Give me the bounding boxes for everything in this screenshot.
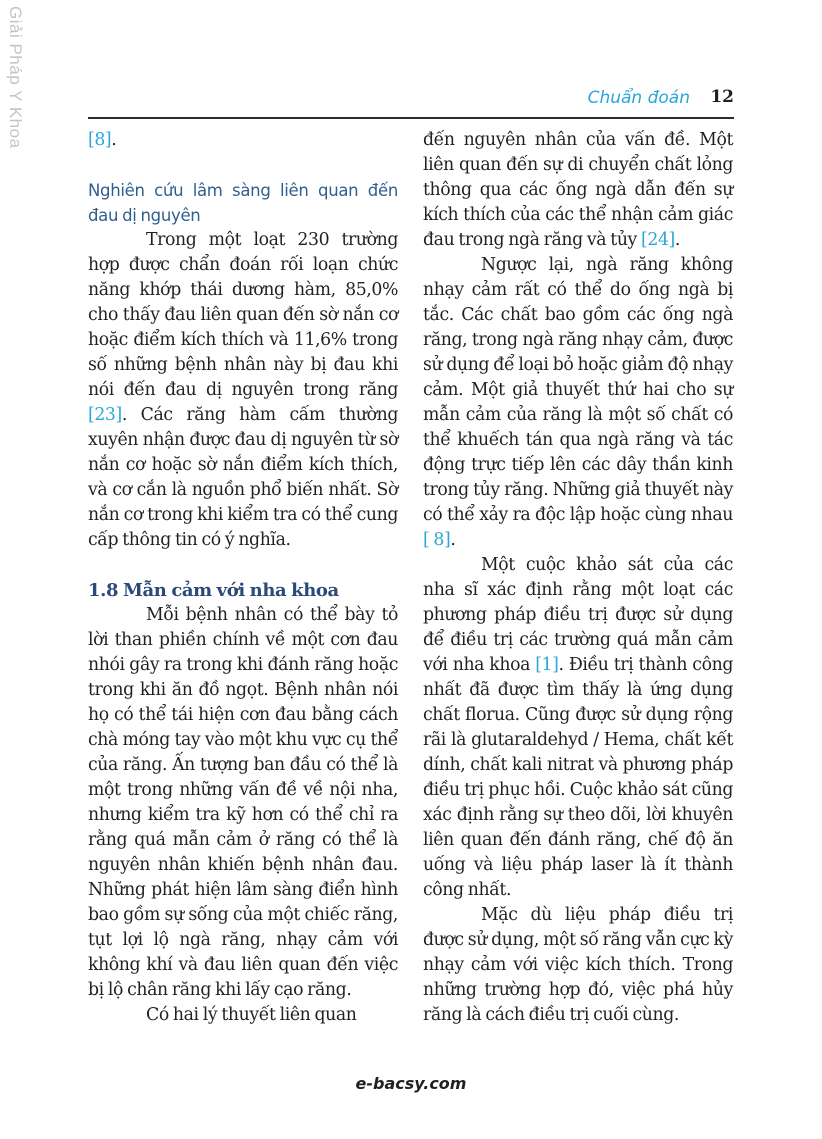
paragraph [423,128,733,253]
spacer [88,153,398,178]
side-brand-watermark: Giải Pháp Y Khoa [6,6,25,149]
citation-link[interactable]: [23] [88,405,122,425]
running-header [88,86,734,114]
reference-continuation [88,128,398,153]
section-heading: 1.8 Mẫn cảm với nha khoa [88,580,339,601]
citation-punct: . [111,130,117,150]
paragraph-text: . Các răng hàm cấm thường xuyên nhận được đau dị nguyên từ sờ nắn cơ hoặc sờ nắn điểm kích thích, và cơ cắn là nguồn phổ biến nhất. Sờ nắn cơ trong khi kiểm tra có thể cung cấp thông tin có ý nghĩa. [88,405,398,550]
section-title: Chuẩn đoán [587,88,690,108]
paragraph: Có hai lý thuyết liên quan [146,1005,357,1025]
subsection-heading: Nghiên cứu lâm sàng liên quan đến đau dị nguyên [88,181,398,225]
citation-link[interactable]: [ 8] [423,530,451,550]
page-number: 12 [710,87,734,107]
spacer [88,553,398,578]
citation-link[interactable]: [8] [88,130,112,150]
paragraph-text: Ngược lại, ngà răng không nhạy cảm rất có thể do ống ngà bị tắc. Các chất bao gồm các ống ngà răng, trong ngà răng nhạy cảm, được sử dụng để loại bỏ hoặc giảm độ nhạy cảm. Một giả thuyết thứ hai cho sự mẫn cảm của răng là một số chất có thể khuếch tán qua ngà răng và tác động trực tiếp lên các dây thần kinh trong tủy răng. Những giả thuyết này có thể xảy ra độc lập hoặc cùng nhau [423,255,733,525]
citation-link[interactable]: [24] [641,230,675,250]
paragraph [423,253,733,553]
left-column [88,128,398,1028]
header-rule [88,117,734,119]
paragraph-text: . [674,230,680,250]
paragraph [423,553,733,903]
paragraph-text: . Điều trị thành công nhất đã được tìm thấy là ứng dụng chất florua. Cũng được sử dụng rộng rãi là glutaraldehyd / Hema, chất kết dính, chất kali nitrat và phương pháp điều trị phục hồi. Cuộc khảo sát cũng xác định rằng sự theo dõi, lời khuyên liên quan đến đánh răng, chế độ ăn uống và liệu pháp laser là ít thành công nhất. [423,655,733,900]
site-footer: e-bacsy.com [355,1074,467,1093]
paragraph-text: Một cuộc khảo sát của các nha sĩ xác định rằng một loạt các phương pháp điều trị được sử dụng để điều trị các trường quá mẫn cảm với nha khoa [423,555,733,675]
paragraph [88,228,398,553]
paragraph-text: . [450,530,456,550]
paragraph-text: đến nguyên nhân của vấn đề. Một liên quan đến sự di chuyển chất lỏng thông qua các ống ngà dẫn đến sự kích thích của các thể nhận cảm giác đau trong ngà răng và tủy [423,130,733,250]
paragraph: Mặc dù liệu pháp điều trị được sử dụng, một số răng vẫn cực kỳ nhạy cảm với việc kích thích. Trong những trường hợp đó, việc phá hủy răng là cách điều trị cuối cùng. [423,905,733,1025]
right-column [423,128,733,1028]
paragraph-text: Trong một loạt 230 trường hợp được chẩn đoán rối loạn chức năng khớp thái dương hàm, 85,0% cho thấy đau liên quan đến sờ nắn cơ hoặc điểm kích thích và 11,6% trong số những bệnh nhân này bị đau khi nói đến đau dị nguyên trong răng [88,230,398,400]
citation-link[interactable]: [1] [535,655,559,675]
paragraph: Mỗi bệnh nhân có thể bày tỏ lời than phiền chính về một cơn đau nhói gây ra trong khi đánh răng hoặc trong khi ăn đồ ngọt. Bệnh nhân nói họ có thể tái hiện cơn đau bằng cách chà móng tay vào một khu vực cụ thể của răng. Ấn tượng ban đầu có thể là một trong những vấn đề về nội nha, nhưng kiểm tra kỹ hơn có thể chỉ ra rằng quá mẫn cảm ở răng có thể là nguyên nhân khiến bệnh nhân đau. Những phát hiện lâm sàng điển hình bao gồm sự sống của một chiếc răng, tụt lợi lộ ngà răng, nhạy cảm với không khí và đau liên quan đến việc bị lộ chân răng khi lấy cạo răng. [88,605,398,1000]
